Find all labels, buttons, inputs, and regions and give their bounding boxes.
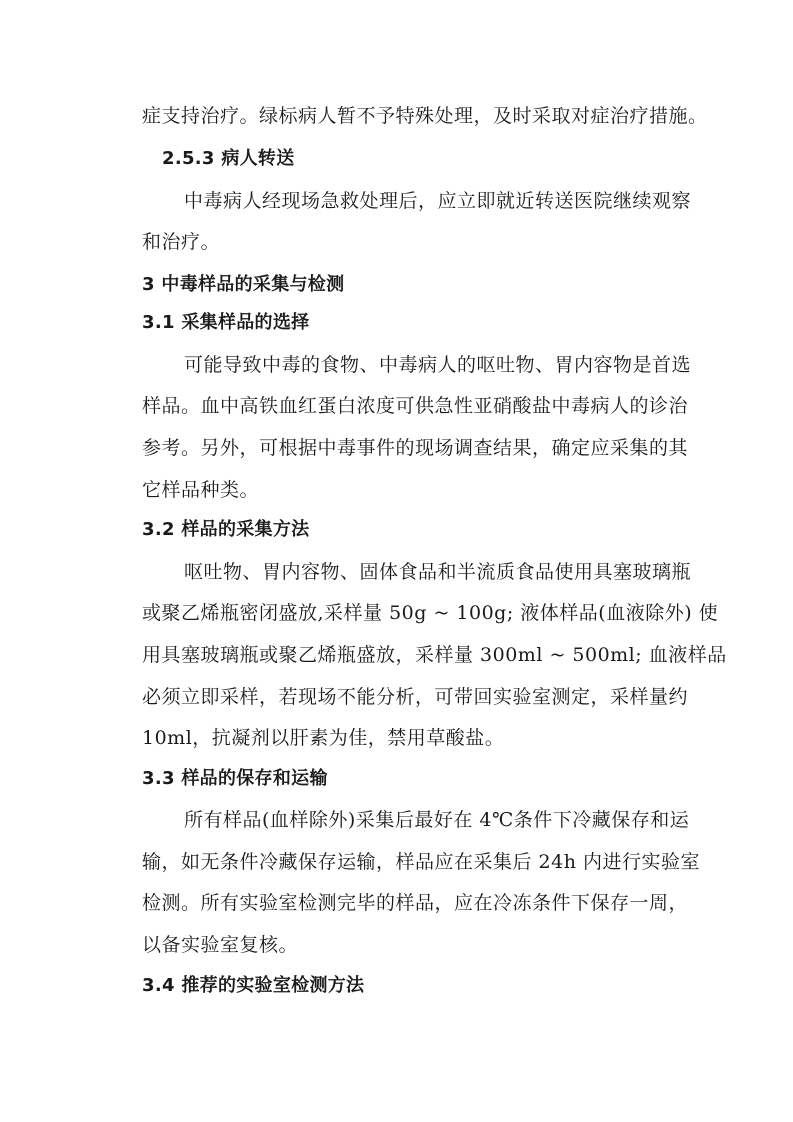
paragraph-line: 必须立即采样，若现场不能分析，可带回实验室测定，采样量约 xyxy=(142,686,689,708)
section-heading-3-2: 3.2 样品的采集方法 xyxy=(142,519,310,540)
paragraph-line: 输，如无条件冷藏保存运输，样品应在采集后 24h 内进行实验室 xyxy=(142,851,700,873)
paragraph-line: 参考。另外，可根据中毒事件的现场调查结果，确定应采集的其 xyxy=(142,437,689,459)
paragraph-line: 它样品种类。 xyxy=(142,479,260,501)
paragraph-line: 所有样品(血样除外)采集后最好在 4℃条件下冷藏保存和运 xyxy=(184,809,690,831)
paragraph-line: 用具塞玻璃瓶或聚乙烯瓶盛放，采样量 300ml ~ 500ml; 血液样品 xyxy=(142,644,727,666)
paragraph-line: 以备实验室复核。 xyxy=(142,934,299,956)
section-heading-2-5-3: 2.5.3 病人转送 xyxy=(162,148,295,169)
section-heading-3-1: 3.1 采集样品的选择 xyxy=(142,312,310,333)
paragraph-line: 和治疗。 xyxy=(142,231,221,253)
paragraph-line: 中毒病人经现场急救处理后，应立即就近转送医院继续观察 xyxy=(184,190,692,212)
section-heading-3-3: 3.3 样品的保存和运输 xyxy=(142,768,328,789)
paragraph-line: 检测。所有实验室检测完毕的样品，应在冷冻条件下保存一周， xyxy=(142,892,689,914)
paragraph-line: 10ml，抗凝剂以肝素为佳，禁用草酸盐。 xyxy=(142,727,505,749)
paragraph-line: 呕吐物、胃内容物、固体食品和半流质食品使用具塞玻璃瓶 xyxy=(184,561,692,583)
section-heading-3-4: 3.4 推荐的实验室检测方法 xyxy=(142,975,365,996)
paragraph-line: 可能导致中毒的食物、中毒病人的呕吐物、胃内容物是首选 xyxy=(184,354,692,376)
paragraph-line: 症支持治疗。绿标病人暂不予特殊处理，及时采取对症治疗措施。 xyxy=(142,105,708,127)
section-heading-3: 3 中毒样品的采集与检测 xyxy=(142,274,345,295)
paragraph-line: 样品。血中高铁血红蛋白浓度可供急性亚硝酸盐中毒病人的诊治 xyxy=(142,395,689,417)
paragraph-line: 或聚乙烯瓶密闭盛放,采样量 50g ~ 100g; 液体样品(血液除外) 使 xyxy=(142,602,719,624)
